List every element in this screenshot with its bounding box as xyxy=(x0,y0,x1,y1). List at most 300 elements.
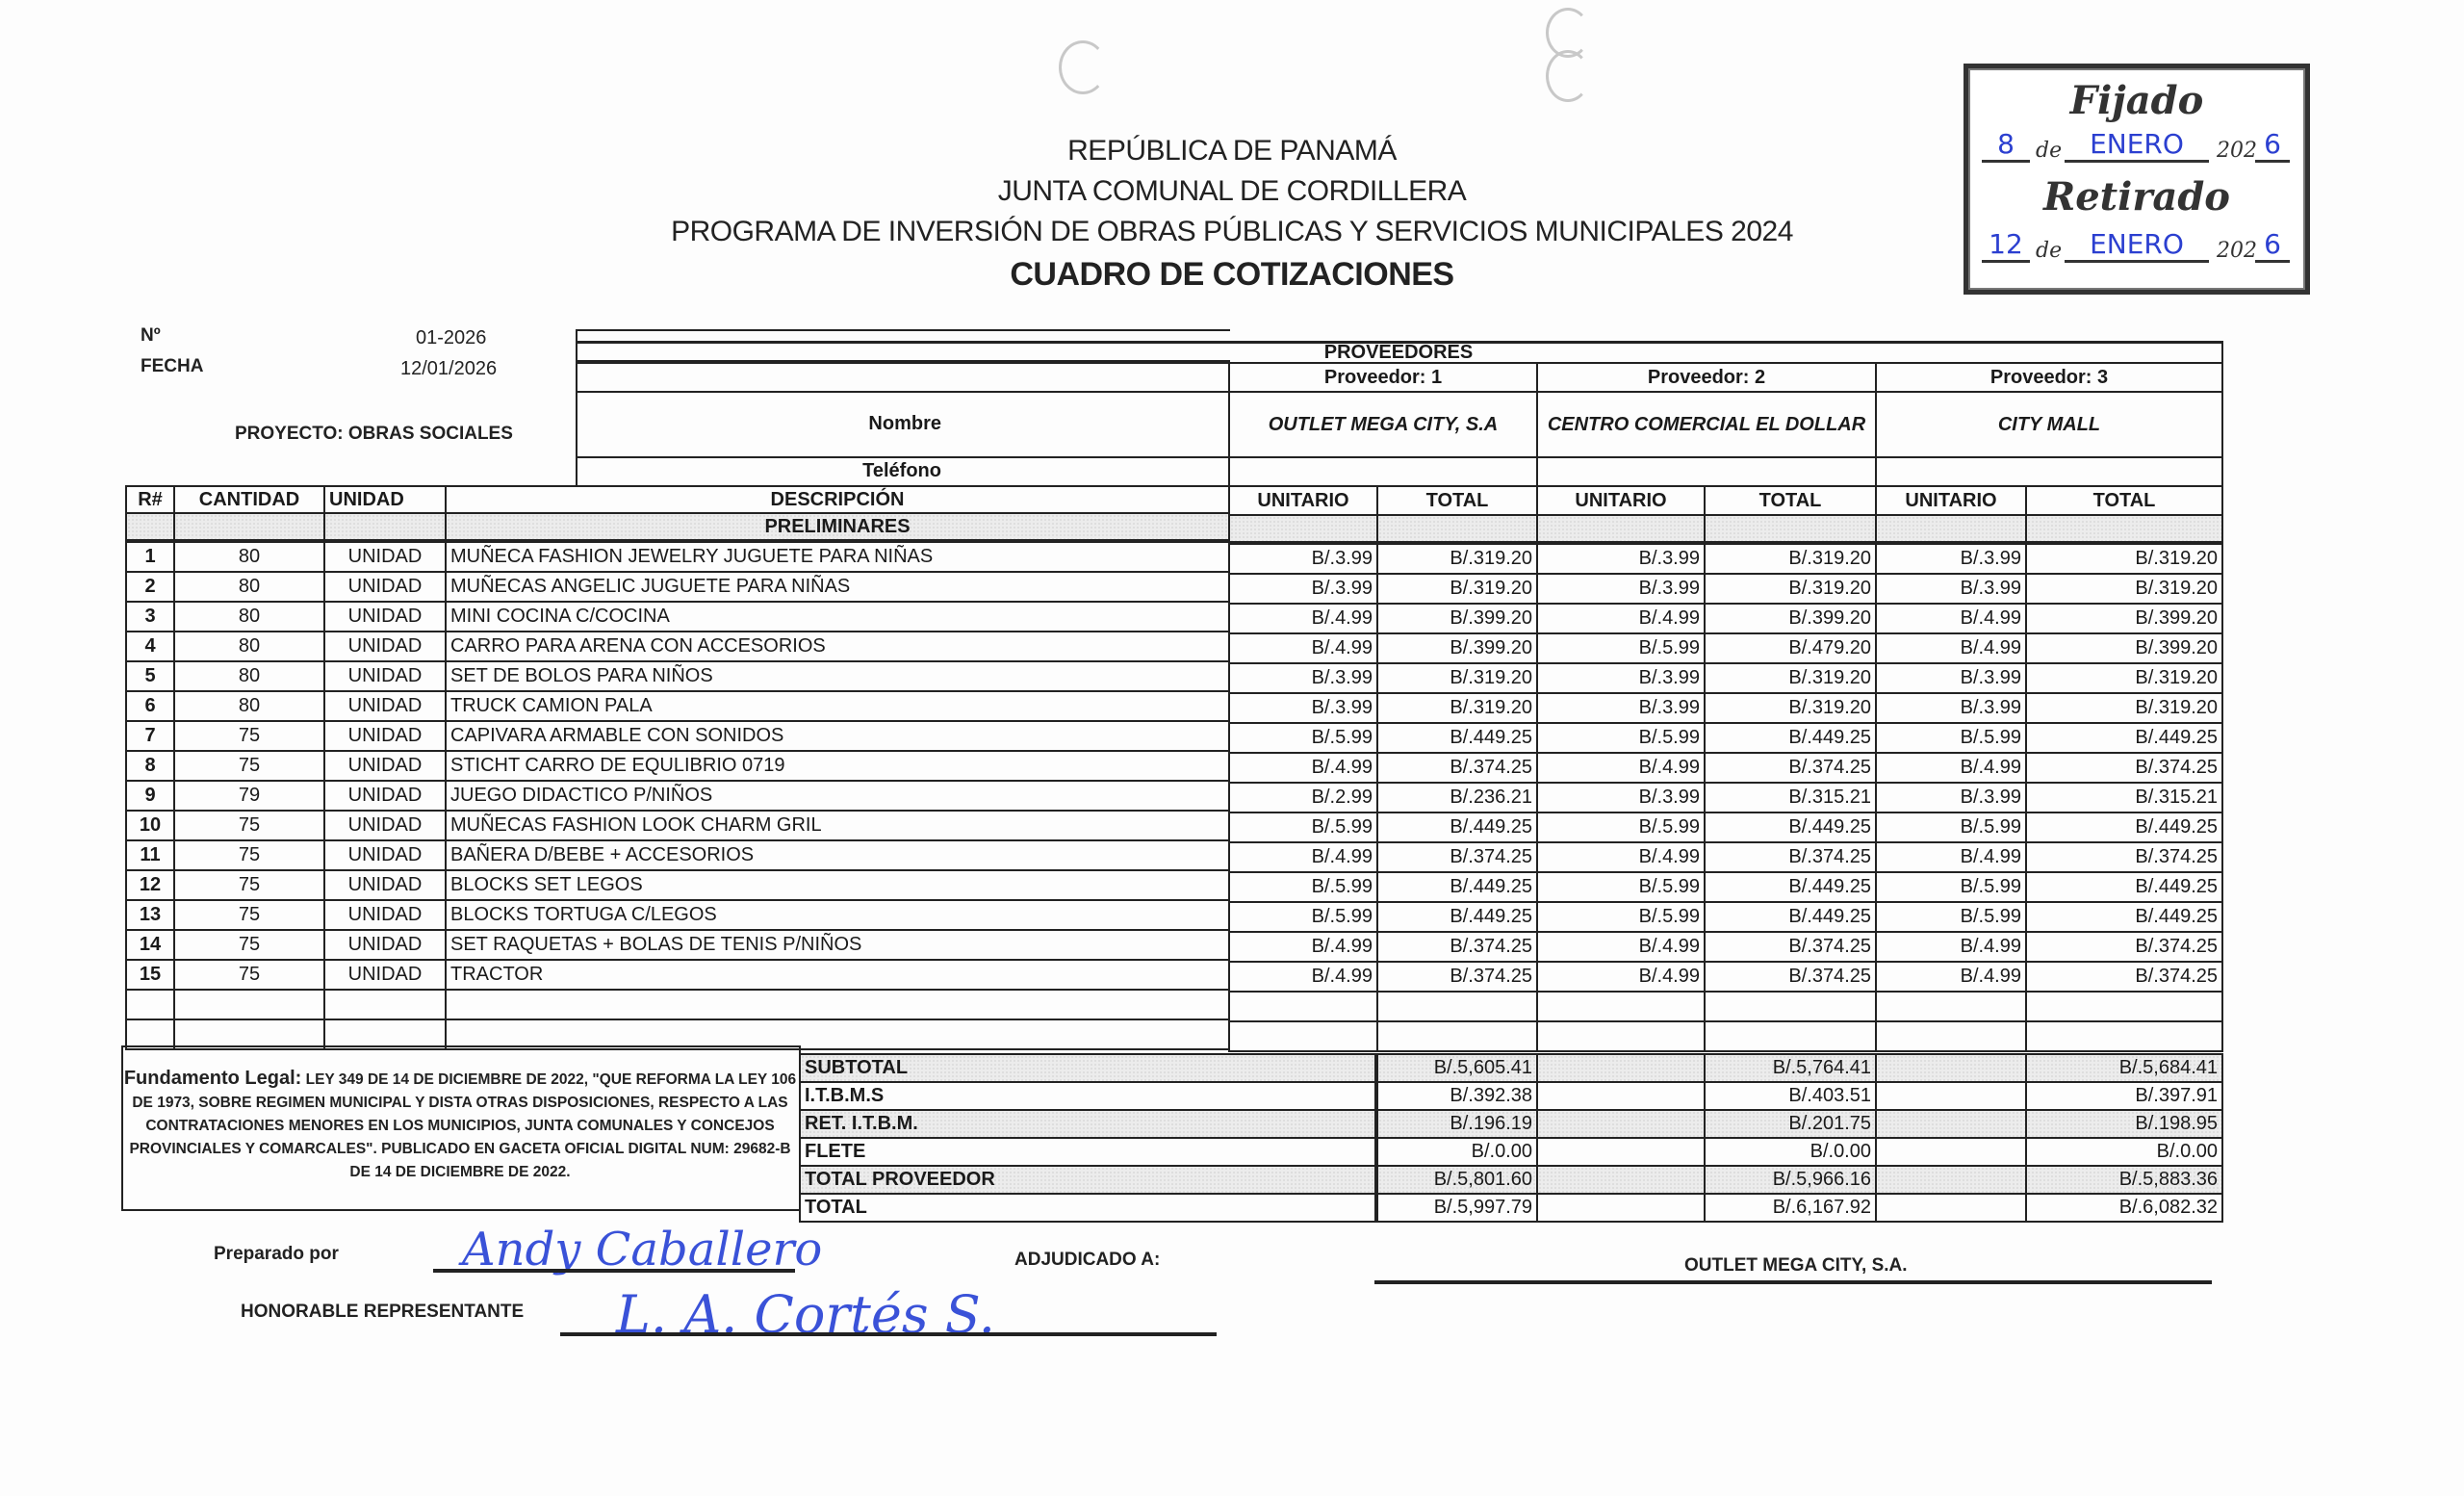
cell-unit xyxy=(323,750,447,782)
cell-p1t xyxy=(1376,991,1538,1022)
summary-value-p3 xyxy=(2025,1165,2223,1195)
cell-p1u-text: B/.3.99 xyxy=(1311,548,1373,569)
cell-p2u xyxy=(1536,1020,1706,1052)
cell-p2t xyxy=(1704,871,1877,903)
cell-qty-text: 80 xyxy=(238,606,261,627)
cell-r-text: 6 xyxy=(144,695,156,716)
cell-p2u-text: B/.5.99 xyxy=(1638,906,1700,927)
cell-p2u xyxy=(1536,782,1706,813)
cell-p1t xyxy=(1376,632,1538,664)
cell-qty-text: 75 xyxy=(238,964,261,985)
cell-qty-text: 79 xyxy=(238,785,261,806)
cell-p2u-text: B/.4.99 xyxy=(1638,757,1700,778)
col-header-descripcion-text: DESCRIPCIÓN xyxy=(770,488,905,510)
total-header-text: TOTAL xyxy=(2092,489,2156,511)
cell-qty xyxy=(173,959,325,991)
col-header-cantidad-text: CANTIDAD xyxy=(198,488,300,510)
summary-blank xyxy=(1536,1081,1706,1111)
cell-p1u xyxy=(1228,991,1378,1022)
cell-p2u xyxy=(1536,931,1706,963)
cell-p3t xyxy=(2025,782,2223,813)
cell-qty-text: 75 xyxy=(238,814,261,836)
summary-blank xyxy=(1875,1109,2027,1139)
cell-unit-text: UNIDAD xyxy=(347,755,423,776)
cell-p1t xyxy=(1376,722,1538,754)
summary-value-text: B/.5,997.79 xyxy=(1433,1197,1532,1218)
summary-value-p2 xyxy=(1704,1137,1877,1167)
cell-unit xyxy=(323,959,447,991)
cell-p1t-text: B/.319.20 xyxy=(1450,667,1532,688)
cell-desc xyxy=(445,780,1230,812)
cell-p1u-text: B/.5.99 xyxy=(1311,816,1373,838)
preparado-signature: Andy Caballero xyxy=(462,1223,823,1277)
stamp-retirado-day: 12 xyxy=(1982,229,2030,263)
cell-p3u xyxy=(1875,662,2027,694)
cell-desc xyxy=(445,720,1230,752)
cell-unit xyxy=(323,839,447,871)
cell-p1u xyxy=(1228,1020,1378,1052)
cell-p1u xyxy=(1228,632,1378,664)
cell-desc-text: BLOCKS TORTUGA C/LEGOS xyxy=(450,904,717,925)
cell-p2t xyxy=(1704,752,1877,784)
cell-p1u-text: B/.4.99 xyxy=(1311,966,1373,987)
cell-p2t xyxy=(1704,692,1877,724)
cell-p3t xyxy=(2025,543,2223,575)
provider-3-label-text: Proveedor: 3 xyxy=(1989,366,2109,388)
cell-p3t-text: B/.374.25 xyxy=(2135,966,2218,987)
representante-label: HONORABLE REPRESENTANTE xyxy=(241,1302,525,1322)
section-preliminares-text: PRELIMINARES xyxy=(764,515,911,537)
summary-label xyxy=(799,1137,1376,1167)
summary-value-p1 xyxy=(1376,1053,1538,1083)
summary-value-text: B/.5,764.41 xyxy=(1772,1057,1871,1078)
cell-p2t xyxy=(1704,543,1877,575)
cell-p1t-text: B/.374.25 xyxy=(1450,936,1532,957)
cell-p3t xyxy=(2025,841,2223,873)
cell-p2t xyxy=(1704,961,1877,993)
summary-value-text: B/.6,082.32 xyxy=(2118,1197,2218,1218)
summary-value-text: B/.0.00 xyxy=(2156,1141,2218,1162)
provider-2-name xyxy=(1536,391,1877,458)
cell-p3t xyxy=(2025,692,2223,724)
cell-p3t-text: B/.449.25 xyxy=(2135,727,2218,748)
numero-value: 01-2026 xyxy=(416,327,487,348)
cell-p3u xyxy=(1875,632,2027,664)
summary-label-text: SUBTOTAL xyxy=(805,1057,909,1078)
cell-unit-text: UNIDAD xyxy=(347,934,423,955)
representante-signature-line xyxy=(560,1332,1217,1336)
preparado-signature-line xyxy=(433,1269,795,1273)
cell-r xyxy=(125,810,175,841)
summary-value-p3 xyxy=(2025,1137,2223,1167)
cell-desc xyxy=(445,750,1230,782)
provider-2-label-text: Proveedor: 2 xyxy=(1647,366,1766,388)
summary-label xyxy=(799,1193,1376,1223)
cell-unit xyxy=(323,869,447,901)
cell-p1t-text: B/.449.25 xyxy=(1450,876,1532,897)
cell-p3t xyxy=(2025,752,2223,784)
cell-qty xyxy=(173,541,325,573)
header-country: REPÚBLICA DE PANAMÁ xyxy=(1067,135,1397,167)
summary-blank xyxy=(1875,1137,2027,1167)
cell-p1t xyxy=(1376,543,1538,575)
cell-p3t-text: B/.449.25 xyxy=(2135,816,2218,838)
adjudicado-line xyxy=(1374,1280,2212,1284)
cell-p2u xyxy=(1536,573,1706,605)
cell-r-text: 11 xyxy=(140,844,161,865)
cell-p3t xyxy=(2025,931,2223,963)
section-preliminares xyxy=(445,512,1230,541)
stamp-fijado-date xyxy=(1982,124,2292,167)
cell-p1t-text: B/.319.20 xyxy=(1450,548,1532,569)
cell-p2u xyxy=(1536,991,1706,1022)
total-header-text: TOTAL xyxy=(1425,489,1489,511)
cell-p3u-text: B/.4.99 xyxy=(1960,846,2021,867)
summary-blank xyxy=(1536,1137,1706,1167)
cell-p3t-text: B/.319.20 xyxy=(2135,667,2218,688)
fecha-label: FECHA xyxy=(141,356,204,376)
proveedores-title xyxy=(576,341,2223,364)
cell-r-text: 15 xyxy=(139,964,162,985)
cell-p2t-text: B/.449.25 xyxy=(1788,816,1871,838)
cell-p1t-text: B/.374.25 xyxy=(1450,757,1532,778)
proveedores-title-text: PROVEEDORES xyxy=(1323,342,1474,363)
cell-p1u xyxy=(1228,692,1378,724)
cell-p2t xyxy=(1704,1020,1877,1052)
cell-p2u-text: B/.5.99 xyxy=(1638,727,1700,748)
proyecto-label: PROYECTO: OBRAS SOCIALES xyxy=(235,424,513,444)
summary-label xyxy=(799,1053,1376,1083)
cell-desc-text: BAÑERA D/BEBE + ACCESORIOS xyxy=(450,844,755,865)
cell-p3u-text: B/.3.99 xyxy=(1960,667,2021,688)
section-cell xyxy=(1228,514,1378,543)
cell-p3t-text: B/.449.25 xyxy=(2135,906,2218,927)
header-entity: JUNTA COMUNAL DE CORDILLERA xyxy=(997,175,1467,207)
cell-p3u-text: B/.5.99 xyxy=(1960,727,2021,748)
cell-unit xyxy=(323,690,447,722)
cell-p1u xyxy=(1228,812,1378,843)
cell-p3u xyxy=(1875,961,2027,993)
cell-unit-text: UNIDAD xyxy=(347,725,423,746)
cell-r-text: 3 xyxy=(144,606,156,627)
cell-p1u-text: B/.4.99 xyxy=(1311,846,1373,867)
cell-r-text: 1 xyxy=(144,546,156,567)
cell-unit xyxy=(323,660,447,692)
summary-value-p1 xyxy=(1376,1109,1538,1139)
cell-r xyxy=(125,720,175,752)
unitario-header-text: UNITARIO xyxy=(1905,489,1997,511)
cell-r-text: 10 xyxy=(139,814,162,836)
stamp-fijado-day: 8 xyxy=(1982,129,2030,163)
total-header-text: TOTAL xyxy=(1758,489,1822,511)
stamp-retirado-label: Retirado xyxy=(2042,174,2230,219)
cell-p2t-text: B/.449.25 xyxy=(1788,906,1871,927)
summary-blank xyxy=(1536,1053,1706,1083)
cell-r xyxy=(125,601,175,632)
nombre-label-text: Nombre xyxy=(868,412,941,434)
cell-p3u xyxy=(1875,841,2027,873)
cell-p1t-text: B/.374.25 xyxy=(1450,846,1532,867)
cell-r xyxy=(125,571,175,603)
summary-value-p1 xyxy=(1376,1193,1538,1223)
summary-value-text: B/.201.75 xyxy=(1788,1113,1871,1134)
cell-p1u xyxy=(1228,871,1378,903)
cell-qty-text: 80 xyxy=(238,695,261,716)
cell-unit xyxy=(323,720,447,752)
cell-unit-text: UNIDAD xyxy=(347,576,423,597)
provider-1-label xyxy=(1228,362,1538,393)
legal-body: LEY 349 DE 14 DE DICIEMBRE DE 2022, "QUE REFORMA LA LEY 106 DE 1973, SOBRE REGIMEN MUNICIPAL Y DISTA OTRAS DISPOSICIONES, RESPECTO A LAS CONTRATACIONES MENORES EN LOS MUNICIPIOS, JUNTA COMUNALES Y CONCEJOS PROVINCIALES Y COMARCALES". PUBLICADO EN GACETA OFICIAL DIGITAL NUM: 29682-B DE 14 DE DICIEMBRE DE 2022. xyxy=(129,1071,797,1180)
cell-r xyxy=(125,631,175,662)
col-header-unidad xyxy=(323,485,447,514)
cell-desc-text: SET RAQUETAS + BOLAS DE TENIS P/NIÑOS xyxy=(450,934,862,955)
cell-desc xyxy=(445,690,1230,722)
summary-value-text: B/.5,801.60 xyxy=(1433,1169,1532,1190)
cell-p3u xyxy=(1875,901,2027,933)
summary-value-text: B/.5,605.41 xyxy=(1433,1057,1532,1078)
cell-p1t-text: B/.319.20 xyxy=(1450,697,1532,718)
section-cell xyxy=(1704,514,1877,543)
cell-p3u-text: B/.3.99 xyxy=(1960,697,2021,718)
cell-r-text: 9 xyxy=(144,785,156,806)
cell-desc-text: CAPIVARA ARMABLE CON SONIDOS xyxy=(450,725,784,746)
cell-p1u xyxy=(1228,901,1378,933)
cell-r xyxy=(125,660,175,692)
cell-p2t-text: B/.449.25 xyxy=(1788,876,1871,897)
summary-blank xyxy=(1875,1193,2027,1223)
cell-p2u xyxy=(1536,722,1706,754)
cell-p1t-text: B/.449.25 xyxy=(1450,727,1532,748)
cell-p1u-text: B/.4.99 xyxy=(1311,637,1373,658)
cell-p2t xyxy=(1704,991,1877,1022)
provider-3-unitario-header xyxy=(1875,485,2027,516)
cell-r xyxy=(125,541,175,573)
summary-blank xyxy=(1536,1193,1706,1223)
cell-unit-text: UNIDAD xyxy=(347,546,423,567)
cell-p2u xyxy=(1536,632,1706,664)
cell-p2t xyxy=(1704,632,1877,664)
cell-p1t xyxy=(1376,752,1538,784)
cell-p1t xyxy=(1376,782,1538,813)
cell-p1t-text: B/.399.20 xyxy=(1450,637,1532,658)
provider-row-line xyxy=(576,360,1230,393)
cell-p2t xyxy=(1704,573,1877,605)
cell-p3t-text: B/.319.20 xyxy=(2135,697,2218,718)
cell-desc-text: SET DE BOLOS PARA NIÑOS xyxy=(450,665,713,686)
provider-1-unitario-header xyxy=(1228,485,1378,516)
unitario-header-text: UNITARIO xyxy=(1575,489,1667,511)
cell-qty xyxy=(173,750,325,782)
cell-p1u-text: B/.3.99 xyxy=(1311,578,1373,599)
cell-p1t-text: B/.374.25 xyxy=(1450,966,1532,987)
punch-hole xyxy=(1059,40,1107,94)
summary-value-p1 xyxy=(1376,1137,1538,1167)
provider-2-label xyxy=(1536,362,1877,393)
summary-value-p2 xyxy=(1704,1081,1877,1111)
cell-p3t xyxy=(2025,961,2223,993)
cell-unit xyxy=(323,810,447,841)
cell-qty xyxy=(173,720,325,752)
summary-value-text: B/.403.51 xyxy=(1788,1085,1871,1106)
summary-value-p2 xyxy=(1704,1109,1877,1139)
cell-unit-text: UNIDAD xyxy=(347,814,423,836)
cell-p2t-text: B/.315.21 xyxy=(1788,787,1871,808)
cell-p3u-text: B/.3.99 xyxy=(1960,578,2021,599)
cell-p2t xyxy=(1704,931,1877,963)
cell-p2t xyxy=(1704,662,1877,694)
cell-p1t xyxy=(1376,662,1538,694)
cell-p2u xyxy=(1536,901,1706,933)
summary-value-p3 xyxy=(2025,1193,2223,1223)
cell-p2t-text: B/.319.20 xyxy=(1788,548,1871,569)
cell-p3t xyxy=(2025,871,2223,903)
cell-r xyxy=(125,929,175,961)
provider-1-phone xyxy=(1228,456,1538,487)
cell-p1t xyxy=(1376,901,1538,933)
summary-value-p3 xyxy=(2025,1109,2223,1139)
summary-value-p3 xyxy=(2025,1081,2223,1111)
stamp-fijado-month: ENERO xyxy=(2065,129,2209,163)
cell-p2t-text: B/.479.20 xyxy=(1788,637,1871,658)
cell-p2t-text: B/.374.25 xyxy=(1788,966,1871,987)
summary-value-p2 xyxy=(1704,1165,1877,1195)
summary-blank xyxy=(1536,1165,1706,1195)
cell-r xyxy=(125,690,175,722)
cell-p1u xyxy=(1228,603,1378,634)
fecha-value: 12/01/2026 xyxy=(400,358,498,379)
cell-p2u-text: B/.3.99 xyxy=(1638,667,1700,688)
stamp-retirado-year: 6 xyxy=(2255,229,2290,263)
cell-unit xyxy=(323,989,447,1020)
cell-desc-text: BLOCKS SET LEGOS xyxy=(450,874,643,895)
cell-unit-text: UNIDAD xyxy=(347,635,423,657)
provider-3-name xyxy=(1875,391,2223,458)
summary-value-text: B/.196.19 xyxy=(1450,1113,1532,1134)
stamp-de: de xyxy=(2036,239,2063,263)
stamp-retirado-date xyxy=(1982,224,2292,267)
cell-p1u xyxy=(1228,662,1378,694)
cell-p1u-text: B/.4.99 xyxy=(1311,607,1373,629)
cell-p2t-text: B/.319.20 xyxy=(1788,667,1871,688)
cell-p1t xyxy=(1376,812,1538,843)
cell-qty xyxy=(173,810,325,841)
cell-p1t xyxy=(1376,573,1538,605)
cell-qty-text: 75 xyxy=(238,934,261,955)
header-program: PROGRAMA DE INVERSIÓN DE OBRAS PÚBLICAS Y SERVICIOS MUNICIPALES 2024 xyxy=(671,216,1793,247)
cell-p3u-text: B/.5.99 xyxy=(1960,816,2021,838)
summary-value-p1 xyxy=(1376,1165,1538,1195)
stamp-year-prefix: 202 xyxy=(2217,239,2257,263)
cell-unit xyxy=(323,780,447,812)
legal-lead: Fundamento Legal: xyxy=(123,1068,302,1089)
cell-p3u xyxy=(1875,871,2027,903)
cell-p2u xyxy=(1536,812,1706,843)
cell-p3u-text: B/.4.99 xyxy=(1960,607,2021,629)
cell-p2t xyxy=(1704,841,1877,873)
cell-desc xyxy=(445,601,1230,632)
cell-desc xyxy=(445,571,1230,603)
preparado-label: Preparado por xyxy=(214,1244,339,1264)
cell-p2u-text: B/.4.99 xyxy=(1638,846,1700,867)
cell-qty xyxy=(173,899,325,931)
cell-p2u xyxy=(1536,662,1706,694)
col-header-r xyxy=(125,485,175,514)
cell-qty xyxy=(173,571,325,603)
representante-signature: L. A. Cortés S. xyxy=(616,1284,995,1345)
cell-p2t-text: B/.319.20 xyxy=(1788,578,1871,599)
cell-r xyxy=(125,869,175,901)
cell-p2u xyxy=(1536,752,1706,784)
cell-p3t-text: B/.449.25 xyxy=(2135,876,2218,897)
stamp-retirado-month: ENERO xyxy=(2065,229,2209,263)
provider-1-total-header xyxy=(1376,485,1538,516)
cell-p3u xyxy=(1875,692,2027,724)
cell-p1u-text: B/.5.99 xyxy=(1311,876,1373,897)
cell-p3t-text: B/.374.25 xyxy=(2135,846,2218,867)
summary-label xyxy=(799,1165,1376,1195)
stamp-de: de xyxy=(2036,139,2063,163)
cell-unit-text: UNIDAD xyxy=(347,606,423,627)
cell-p1t-text: B/.236.21 xyxy=(1450,787,1532,808)
cell-qty-text: 75 xyxy=(238,844,261,865)
cell-unit xyxy=(323,899,447,931)
nombre-label xyxy=(576,391,1230,458)
cell-p1u-text: B/.4.99 xyxy=(1311,757,1373,778)
cell-r xyxy=(125,780,175,812)
cell-p2u-text: B/.3.99 xyxy=(1638,787,1700,808)
stamp-fijado-year: 6 xyxy=(2255,129,2290,163)
adjudicado-value: OUTLET MEGA CITY, S.A. xyxy=(1684,1255,1908,1276)
cell-desc-text: STICHT CARRO DE EQULIBRIO 0719 xyxy=(450,755,785,776)
cell-p3t xyxy=(2025,722,2223,754)
section-cell xyxy=(125,512,175,541)
cell-qty xyxy=(173,690,325,722)
cell-p3u xyxy=(1875,543,2027,575)
cell-p2t xyxy=(1704,812,1877,843)
cell-unit xyxy=(323,601,447,632)
summary-value-p2 xyxy=(1704,1193,1877,1223)
cell-p1t-text: B/.399.20 xyxy=(1450,607,1532,629)
telefono-label xyxy=(576,456,1230,487)
cell-qty-text: 75 xyxy=(238,904,261,925)
section-cell xyxy=(1536,514,1706,543)
cell-unit-text: UNIDAD xyxy=(347,964,423,985)
summary-value-text: B/.198.95 xyxy=(2135,1113,2218,1134)
cell-p3t-text: B/.399.20 xyxy=(2135,637,2218,658)
cell-qty-text: 75 xyxy=(238,725,261,746)
cell-p2t-text: B/.319.20 xyxy=(1788,697,1871,718)
cell-qty xyxy=(173,839,325,871)
summary-value-p3 xyxy=(2025,1053,2223,1083)
cell-desc xyxy=(445,959,1230,991)
summary-value-text: B/.397.91 xyxy=(2135,1085,2218,1106)
cell-p3u xyxy=(1875,812,2027,843)
cell-r-text: 14 xyxy=(139,934,162,955)
unitario-header-text: UNITARIO xyxy=(1257,489,1349,511)
cell-p1t-text: B/.449.25 xyxy=(1450,816,1532,838)
cell-p3u xyxy=(1875,991,2027,1022)
stamp-year-prefix: 202 xyxy=(2217,139,2257,163)
summary-label-text: TOTAL PROVEEDOR xyxy=(805,1169,995,1190)
cell-p1u xyxy=(1228,543,1378,575)
cell-p3u xyxy=(1875,782,2027,813)
cell-qty-text: 80 xyxy=(238,635,261,657)
cell-r-text: 5 xyxy=(144,665,156,686)
cell-p3u xyxy=(1875,1020,2027,1052)
cell-p3t xyxy=(2025,812,2223,843)
provider-1-label-text: Proveedor: 1 xyxy=(1323,366,1443,388)
cell-p1u-text: B/.3.99 xyxy=(1311,667,1373,688)
